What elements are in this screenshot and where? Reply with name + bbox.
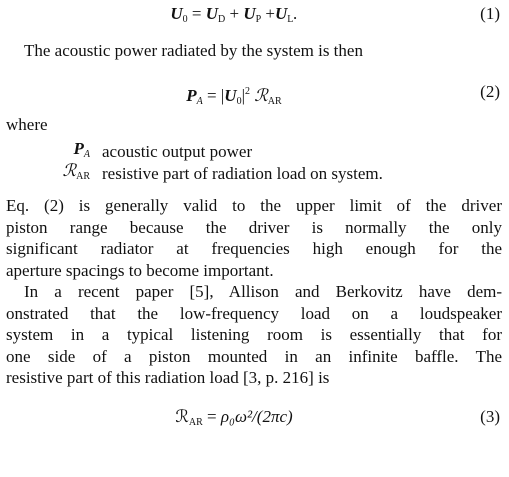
ud-symbol: U [205, 4, 218, 23]
equation-1-body: $U_0 = U_D + U_P +U_L$. [170, 4, 298, 25]
equation-3-number: (3) [480, 406, 500, 426]
rar-symbol: ℛ [254, 85, 268, 105]
text-line: In a recent paper [5], Allison and Berkovitz have dem- [24, 282, 502, 301]
text-line: one side of a piston mounted in an infinite baffle. The [6, 346, 502, 366]
equation-2-body: $P_A = |U_0|^2$ ℛ$_{AR}$ [186, 85, 282, 107]
where-label: where [6, 114, 48, 134]
text-line: piston range because the driver is normally the only [6, 217, 502, 237]
equation-1 [6, 0, 502, 30]
equation-2-number: (2) [480, 81, 500, 101]
text-line: onstrated that the low-frequency load on a loudspeaker [6, 303, 502, 323]
paper-page [6, 0, 502, 433]
text-line: significant radiator at frequencies high enough for the [6, 239, 502, 258]
ul-symbol: U [275, 4, 288, 23]
u0-symbol-eq2: U [224, 85, 237, 105]
up-symbol: U [243, 4, 256, 23]
definition-text: acoustic output power [102, 142, 253, 162]
definitions-list [6, 141, 502, 185]
definition-text: resistive part of radiation load on system. [102, 164, 383, 184]
text-line: resistive part of this radiation load [3, p. 216] is [6, 368, 330, 387]
u0-symbol: U [170, 4, 183, 23]
text-line: system in a typical listening room is essentially that for [6, 325, 502, 344]
equation-3-body: ℛ$_{AR}$ = ρ₀ω²/(2πc) [175, 406, 293, 428]
equation-2 [6, 78, 502, 108]
paragraph-eq2-validity [6, 195, 502, 281]
equation-3 [6, 403, 502, 433]
paragraph-acoustic-power: The acoustic power radiated by the system is then [24, 41, 363, 60]
equation-1-number: (1) [480, 4, 500, 23]
rar-symbol: ℛ [175, 406, 189, 426]
definition-item [6, 163, 502, 185]
paragraph-allison-berkovitz [6, 281, 502, 389]
text-line: Eq. (2) is generally valid to the upper limit of the driver [6, 196, 502, 215]
pa-symbol: P [186, 85, 197, 105]
definition-symbol: ℛ$_{AR}$ [62, 161, 90, 183]
radiation-resistance-expression: ρ₀ω²/(2πc) [220, 406, 293, 426]
definition-symbol: $P_A$ [73, 139, 90, 161]
text-line: aperture spacings to become important. [6, 260, 274, 280]
